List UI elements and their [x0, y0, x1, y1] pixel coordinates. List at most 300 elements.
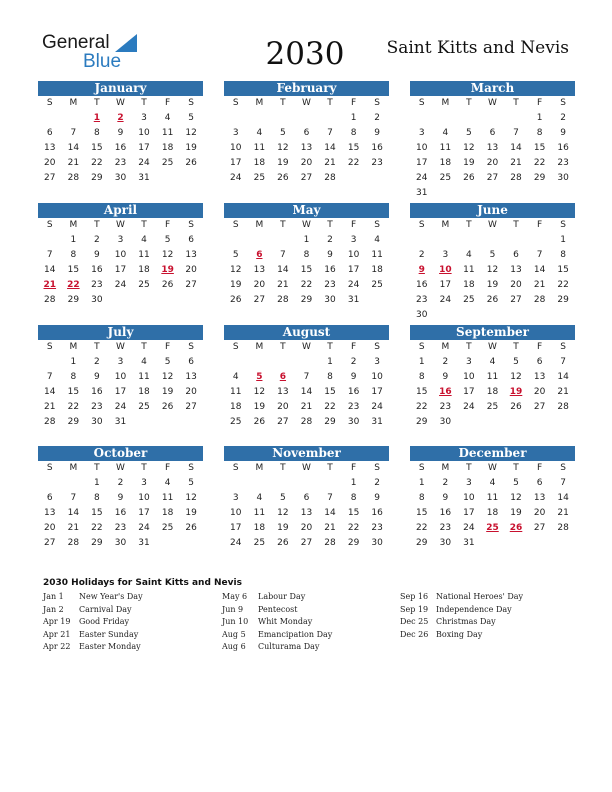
weekday-label: S [46, 463, 53, 473]
day-cell: 22 [416, 523, 428, 533]
day-cell: 15 [557, 265, 569, 275]
day-cell: 10 [114, 372, 127, 382]
day-cell: 7 [513, 128, 519, 138]
day-cell: 6 [188, 357, 195, 367]
day-cell: 1 [70, 235, 77, 245]
day-cell: 24 [371, 402, 383, 412]
holiday-day-cell: 6 [256, 250, 263, 260]
day-cell: 9 [94, 250, 100, 260]
holiday-day-cell: 9 [418, 265, 425, 275]
day-cell: 12 [161, 372, 174, 382]
empty-day-cell [62, 476, 86, 491]
day-cell: 10 [138, 128, 150, 138]
weekday-label: S [374, 342, 381, 352]
holiday-date: Dec 26 [400, 629, 429, 639]
day-cell: 22 [416, 402, 428, 412]
month-july [38, 325, 203, 430]
day-cell: 10 [463, 493, 475, 503]
holiday-name: Culturama Day [258, 642, 320, 651]
day-cell: 25 [230, 417, 242, 427]
weekday-label: T [327, 220, 333, 230]
holiday-day-cell: 6 [279, 372, 287, 382]
weekday-label: S [188, 220, 195, 230]
empty-day-cell [318, 476, 342, 491]
weekday-label: F [165, 220, 171, 230]
day-cell: 1 [94, 478, 100, 488]
day-cell: 3 [418, 128, 425, 138]
month-header: October [38, 446, 203, 461]
day-cell: 9 [374, 493, 381, 503]
day-cell: 27 [44, 538, 56, 548]
day-cell: 12 [277, 508, 289, 518]
day-cell: 24 [463, 523, 475, 533]
day-cell: 20 [533, 387, 546, 397]
day-cell: 9 [117, 128, 124, 138]
day-cell: 14 [44, 387, 56, 397]
day-cell: 15 [91, 143, 103, 153]
day-cell: 24 [114, 280, 127, 290]
day-cell: 28 [300, 417, 313, 427]
weekday-label: S [560, 220, 567, 230]
holiday-day-cell: 16 [439, 387, 452, 397]
day-cell: 11 [253, 143, 266, 153]
day-cell: 30 [416, 310, 428, 320]
day-cell: 16 [91, 387, 103, 397]
day-cell: 7 [327, 493, 333, 503]
day-cell: 10 [138, 493, 150, 503]
day-cell: 12 [230, 265, 242, 275]
day-cell: 4 [256, 493, 263, 503]
weekday-label: F [537, 342, 543, 352]
day-cell: 4 [164, 478, 171, 488]
day-cell: 12 [185, 128, 197, 138]
day-cell: 20 [533, 508, 546, 518]
day-cell: 14 [557, 493, 569, 503]
day-cell: 21 [44, 402, 56, 412]
weekday-label: W [302, 342, 311, 352]
weekday-label: W [116, 220, 125, 230]
month-november [224, 446, 389, 551]
month-february [224, 81, 389, 186]
day-cell: 24 [463, 402, 475, 412]
day-cell: 28 [510, 173, 522, 183]
day-cell: 22 [67, 402, 80, 412]
day-cell: 5 [280, 128, 286, 138]
day-cell: 13 [253, 265, 266, 275]
holiday-date: Apr 22 [43, 642, 71, 651]
weekday-label: T [94, 342, 100, 352]
day-cell: 7 [536, 250, 543, 260]
day-cell: 27 [300, 538, 313, 548]
empty-day-cell [224, 476, 248, 491]
holiday-column [400, 591, 523, 641]
holiday-name: Independence Day [436, 604, 512, 614]
day-cell: 13 [277, 387, 289, 397]
weekday-label: T [466, 220, 472, 230]
weekday-label: F [537, 463, 543, 473]
holiday-name: Christmas Day [436, 617, 496, 626]
day-cell: 16 [439, 508, 452, 518]
holiday-day-cell: 19 [161, 265, 174, 275]
day-cell: 31 [347, 295, 360, 305]
holiday-row [222, 604, 332, 617]
holiday-date: Sep 16 [400, 592, 429, 601]
day-cell: 27 [253, 295, 266, 305]
day-cell: 22 [91, 523, 103, 533]
holiday-date: Apr 19 [43, 617, 71, 626]
day-cell: 20 [300, 158, 313, 168]
weekday-label: F [351, 342, 357, 352]
month-april [38, 203, 203, 308]
weekday-label: M [69, 463, 78, 473]
empty-day-cell [271, 233, 295, 248]
day-cell: 13 [300, 508, 313, 518]
month-header: June [410, 203, 575, 218]
holiday-date: Aug 6 [222, 642, 246, 651]
holiday-name: Emancipation Day [258, 629, 333, 639]
day-cell: 26 [463, 173, 475, 183]
day-cell: 11 [486, 372, 499, 382]
holiday-row [43, 641, 143, 654]
day-cell: 25 [138, 280, 150, 290]
day-cell: 13 [533, 493, 546, 503]
day-cell: 19 [277, 523, 289, 533]
day-cell: 3 [466, 357, 472, 367]
day-cell: 16 [347, 387, 360, 397]
weekday-label: S [232, 342, 239, 352]
day-cell: 16 [114, 508, 127, 518]
day-cell: 12 [185, 493, 197, 503]
empty-day-cell [38, 233, 62, 248]
weekday-label: W [488, 463, 497, 473]
empty-day-cell [224, 355, 248, 370]
weekday-label: T [94, 98, 100, 108]
day-cell: 7 [327, 128, 333, 138]
day-cell: 17 [463, 387, 475, 397]
day-cell: 29 [91, 173, 103, 183]
weekday-label: S [232, 463, 239, 473]
day-cell: 28 [44, 295, 56, 305]
day-cell: 15 [416, 387, 428, 397]
day-cell: 13 [44, 143, 56, 153]
weekday-label: T [94, 220, 100, 230]
day-cell: 8 [94, 128, 100, 138]
weekday-label: T [466, 98, 472, 108]
day-cell: 17 [416, 158, 428, 168]
day-cell: 3 [442, 250, 449, 260]
day-cell: 6 [46, 493, 53, 503]
month-september [410, 325, 575, 430]
day-cell: 11 [161, 493, 174, 503]
day-cell: 14 [324, 508, 336, 518]
empty-day-cell [295, 476, 319, 491]
holiday-row [222, 616, 332, 629]
weekday-label: M [255, 220, 264, 230]
day-cell: 16 [416, 280, 428, 290]
day-cell: 3 [232, 493, 239, 503]
weekday-label: S [418, 220, 425, 230]
day-cell: 9 [560, 128, 567, 138]
day-cell: 1 [560, 235, 567, 245]
day-cell: 3 [141, 478, 147, 488]
day-cell: 10 [114, 250, 127, 260]
day-cell: 30 [91, 417, 103, 427]
day-cell: 26 [277, 538, 289, 548]
day-cell: 30 [347, 417, 360, 427]
day-cell: 23 [439, 523, 452, 533]
empty-day-cell [457, 233, 481, 248]
day-cell: 1 [350, 478, 357, 488]
weekday-label: M [69, 342, 78, 352]
day-cell: 27 [533, 523, 546, 533]
day-cell: 29 [416, 538, 428, 548]
holiday-day-cell: 26 [509, 523, 523, 533]
month-october [38, 446, 203, 551]
day-cell: 23 [347, 402, 360, 412]
weekday-label: T [141, 463, 147, 473]
weekday-label: T [280, 463, 286, 473]
day-cell: 20 [185, 387, 197, 397]
day-cell: 11 [439, 143, 452, 153]
month-header: March [410, 81, 575, 96]
day-cell: 7 [46, 372, 53, 382]
holiday-row [222, 641, 332, 654]
day-cell: 17 [439, 280, 452, 290]
weekday-label: S [418, 463, 425, 473]
day-cell: 17 [347, 265, 360, 275]
day-cell: 7 [70, 128, 77, 138]
day-cell: 21 [277, 280, 289, 290]
weekday-label: W [116, 98, 125, 108]
day-cell: 8 [350, 493, 357, 503]
day-cell: 1 [418, 357, 425, 367]
holiday-column [222, 591, 332, 654]
day-cell: 15 [67, 265, 80, 275]
holiday-row [43, 616, 143, 629]
day-cell: 12 [486, 265, 499, 275]
day-cell: 3 [466, 478, 472, 488]
holiday-name: National Heroes' Day [436, 592, 524, 601]
day-cell: 22 [300, 280, 313, 290]
day-cell: 5 [513, 357, 519, 367]
day-cell: 25 [463, 295, 475, 305]
day-cell: 12 [161, 250, 174, 260]
day-cell: 18 [253, 523, 266, 533]
day-cell: 30 [371, 538, 383, 548]
day-cell: 25 [371, 280, 383, 290]
day-cell: 9 [442, 372, 449, 382]
holiday-day-cell: 2 [117, 113, 124, 123]
day-cell: 16 [324, 265, 336, 275]
day-cell: 13 [533, 372, 546, 382]
month-days-grid [38, 340, 203, 430]
day-cell: 31 [416, 188, 428, 198]
weekday-label: T [466, 342, 472, 352]
day-cell: 5 [188, 113, 195, 123]
day-cell: 5 [513, 478, 519, 488]
day-cell: 6 [46, 128, 53, 138]
day-cell: 26 [277, 173, 289, 183]
day-cell: 19 [463, 158, 475, 168]
day-cell: 2 [117, 478, 124, 488]
month-december [410, 446, 575, 551]
day-cell: 11 [138, 250, 150, 260]
day-cell: 14 [324, 143, 336, 153]
day-cell: 26 [253, 417, 266, 427]
day-cell: 27 [486, 173, 499, 183]
day-cell: 26 [185, 158, 197, 168]
day-cell: 4 [141, 235, 147, 245]
weekday-label: S [560, 463, 567, 473]
weekday-label: M [441, 98, 450, 108]
day-cell: 5 [164, 235, 171, 245]
day-cell: 15 [91, 508, 103, 518]
day-cell: 23 [91, 280, 103, 290]
day-cell: 10 [230, 508, 242, 518]
day-cell: 10 [463, 372, 475, 382]
holiday-row [222, 629, 332, 642]
day-cell: 18 [439, 158, 452, 168]
day-cell: 17 [138, 143, 150, 153]
weekday-label: M [69, 220, 78, 230]
holiday-row [43, 591, 143, 604]
month-august [224, 325, 389, 430]
day-cell: 18 [230, 402, 242, 412]
day-cell: 24 [230, 173, 242, 183]
day-cell: 9 [350, 372, 357, 382]
empty-day-cell [528, 233, 552, 248]
weekday-label: T [141, 220, 147, 230]
day-cell: 17 [114, 265, 127, 275]
empty-day-cell [224, 233, 248, 248]
empty-day-cell [434, 233, 458, 248]
day-cell: 20 [185, 265, 197, 275]
day-cell: 27 [300, 173, 313, 183]
day-cell: 19 [486, 280, 499, 290]
day-cell: 1 [536, 113, 543, 123]
day-cell: 13 [486, 143, 499, 153]
brand-word-general: General [42, 32, 110, 53]
day-cell: 2 [327, 235, 333, 245]
weekday-label: F [165, 98, 171, 108]
day-cell: 17 [463, 508, 475, 518]
month-january [38, 81, 203, 186]
holiday-name: Whit Monday [258, 617, 313, 626]
day-cell: 24 [138, 523, 150, 533]
empty-day-cell [457, 111, 481, 126]
month-days-grid [38, 461, 203, 551]
day-cell: 23 [114, 523, 127, 533]
month-header: November [224, 446, 389, 461]
day-cell: 21 [67, 158, 80, 168]
empty-day-cell [410, 233, 434, 248]
holiday-row [222, 591, 332, 604]
holiday-date: Apr 21 [43, 629, 71, 639]
day-cell: 24 [439, 295, 452, 305]
day-cell: 6 [536, 357, 543, 367]
month-days-grid [410, 340, 575, 430]
weekday-label: W [302, 220, 311, 230]
day-cell: 29 [347, 538, 360, 548]
weekday-label: M [255, 98, 264, 108]
empty-day-cell [481, 233, 505, 248]
day-cell: 27 [510, 295, 522, 305]
day-cell: 24 [347, 280, 360, 290]
day-cell: 15 [347, 143, 360, 153]
day-cell: 24 [138, 158, 150, 168]
day-cell: 12 [253, 387, 266, 397]
day-cell: 7 [70, 493, 77, 503]
empty-day-cell [224, 111, 248, 126]
day-cell: 13 [300, 143, 313, 153]
day-cell: 21 [557, 508, 569, 518]
day-cell: 25 [486, 402, 499, 412]
day-cell: 21 [67, 523, 80, 533]
day-cell: 3 [117, 235, 124, 245]
weekday-label: W [116, 463, 125, 473]
day-cell: 6 [536, 478, 543, 488]
day-cell: 2 [442, 478, 449, 488]
day-cell: 28 [324, 538, 336, 548]
day-cell: 14 [533, 265, 546, 275]
day-cell: 28 [557, 402, 569, 412]
day-cell: 1 [350, 113, 357, 123]
weekday-label: S [560, 98, 567, 108]
holiday-row [400, 629, 523, 642]
month-days-grid [224, 461, 389, 551]
month-days-grid [410, 96, 575, 201]
weekday-label: S [374, 220, 381, 230]
day-cell: 8 [94, 493, 100, 503]
day-cell: 12 [463, 143, 475, 153]
day-cell: 14 [277, 265, 289, 275]
day-cell: 14 [557, 372, 569, 382]
day-cell: 23 [324, 280, 336, 290]
day-cell: 23 [114, 158, 127, 168]
empty-day-cell [318, 111, 342, 126]
day-cell: 17 [114, 387, 127, 397]
day-cell: 22 [91, 158, 103, 168]
day-cell: 21 [300, 402, 313, 412]
day-cell: 28 [277, 295, 289, 305]
day-cell: 7 [303, 372, 310, 382]
day-cell: 2 [374, 113, 381, 123]
day-cell: 25 [253, 538, 266, 548]
day-cell: 16 [371, 143, 383, 153]
day-cell: 2 [374, 478, 381, 488]
holiday-row [43, 604, 143, 617]
day-cell: 2 [560, 113, 567, 123]
day-cell: 8 [536, 128, 543, 138]
day-cell: 6 [489, 128, 496, 138]
day-cell: 25 [439, 173, 452, 183]
day-cell: 25 [253, 173, 266, 183]
day-cell: 30 [114, 173, 127, 183]
day-cell: 9 [327, 250, 333, 260]
day-cell: 27 [185, 402, 197, 412]
holiday-day-cell: 25 [486, 523, 499, 533]
day-cell: 4 [141, 357, 147, 367]
month-header: August [224, 325, 389, 340]
day-cell: 7 [46, 250, 53, 260]
month-header: January [38, 81, 203, 96]
day-cell: 14 [44, 265, 56, 275]
day-cell: 27 [44, 173, 56, 183]
holiday-column [43, 591, 143, 654]
day-cell: 22 [347, 158, 360, 168]
holiday-day-cell: 1 [93, 113, 101, 123]
day-cell: 18 [486, 508, 499, 518]
